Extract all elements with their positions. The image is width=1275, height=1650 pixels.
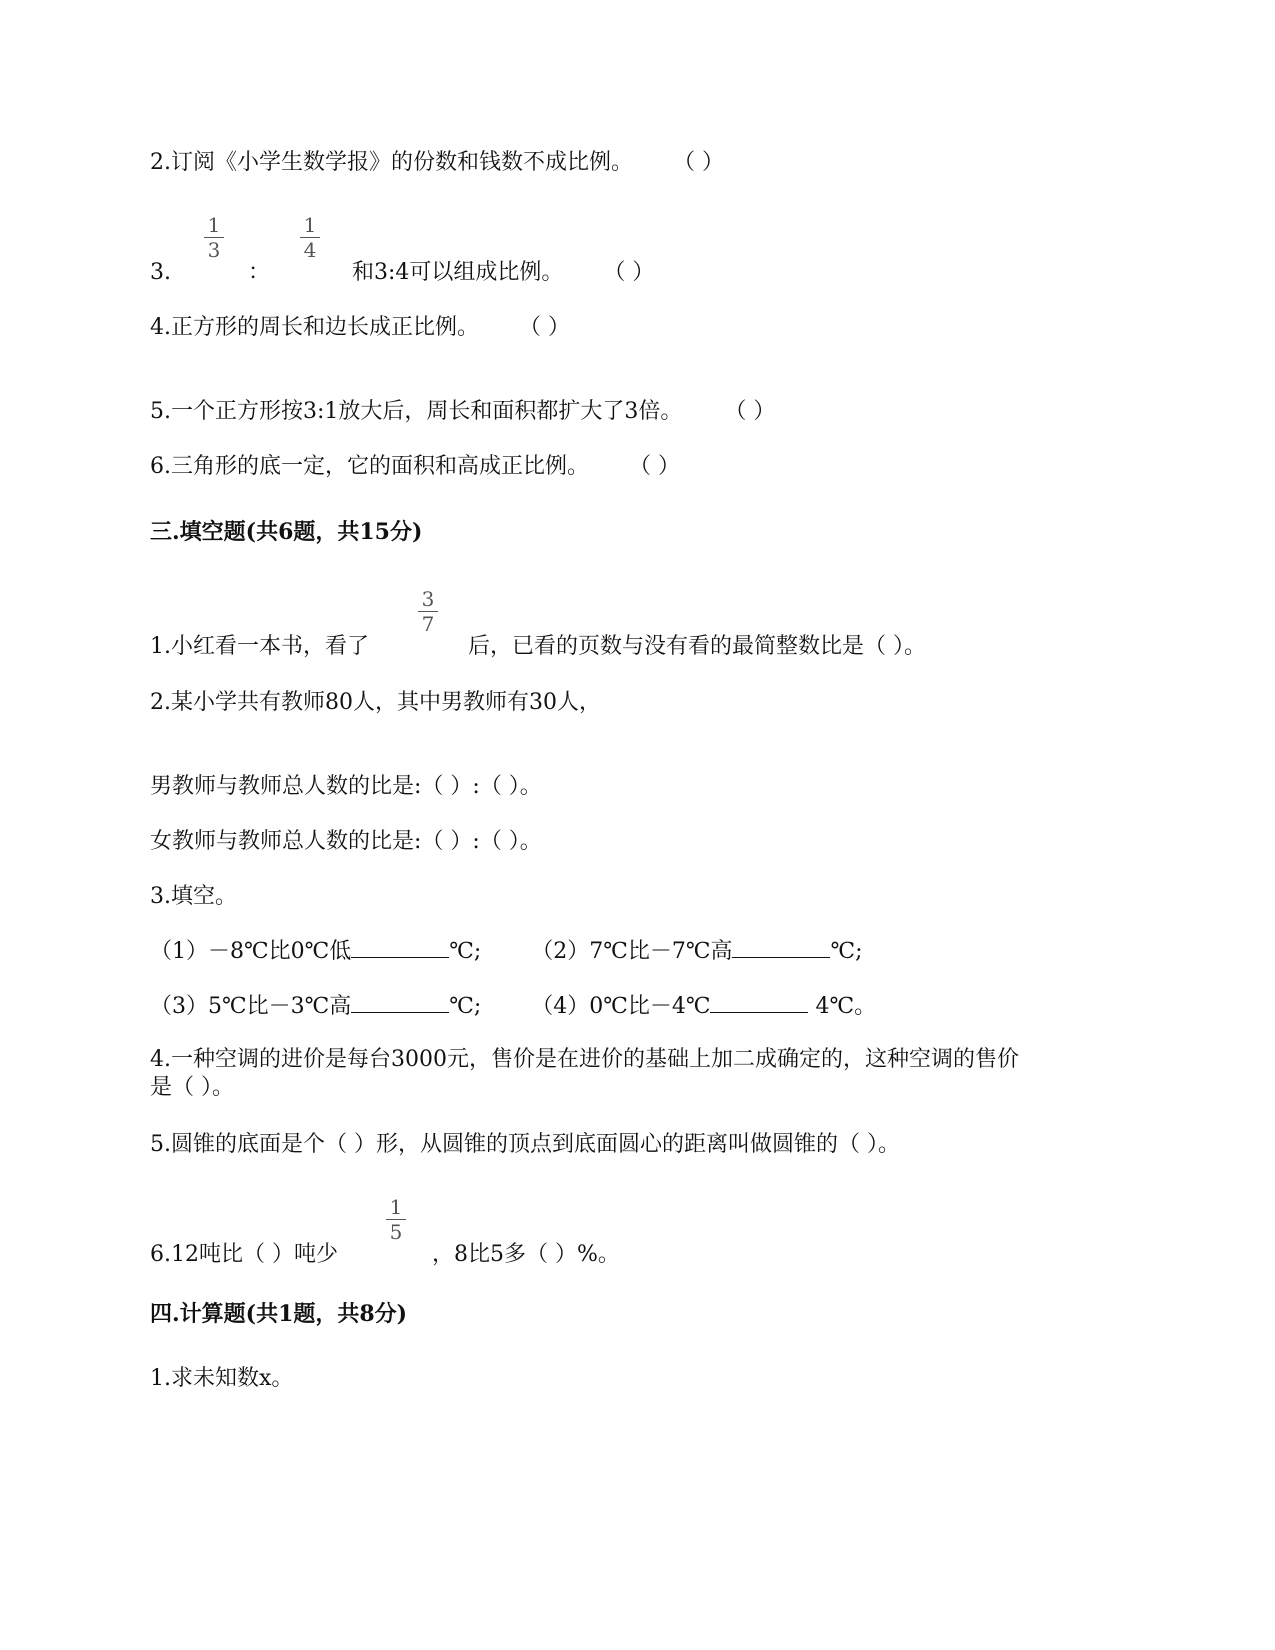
question-text: 5.一个正方形按3:1放大后，周长和面积都扩大了3倍。 — [150, 399, 683, 424]
unit-label: ℃; — [449, 994, 482, 1019]
answer-paren: （ ） — [519, 315, 570, 340]
fraction-denominator: 5 — [389, 1220, 403, 1244]
fraction-denominator: 3 — [207, 238, 221, 262]
fraction-three-sevenths — [416, 588, 440, 635]
answer-paren: （ ） — [629, 454, 680, 479]
fraction-numerator: 3 — [421, 587, 435, 611]
question-text: 和3:4可以组成比例。 — [352, 260, 564, 285]
question-2-3 — [352, 258, 654, 288]
question-4-1: 1.求未知数x。 — [150, 1366, 294, 1391]
question-3-2-female-ratio: 女教师与教师总人数的比是:（ ）:（ ）。 — [150, 829, 542, 854]
question-3-2-male-ratio: 男教师与教师总人数的比是:（ ）:（ ）。 — [150, 774, 542, 799]
question-3-5: 5.圆锥的底面是个（ ）形，从圆锥的顶点到底面圆心的距离叫做圆锥的（ ）。 — [150, 1132, 900, 1157]
unit-label: 4℃。 — [808, 994, 877, 1019]
question-text: 2.订阅《小学生数学报》的份数和钱数不成比例。 — [150, 150, 633, 175]
question-2-4 — [150, 313, 570, 343]
fraction-one-fifth — [384, 1196, 408, 1243]
fraction-one-fourth — [298, 214, 322, 261]
question-3-3-row-2 — [150, 992, 876, 1022]
ratio-colon: ： — [248, 260, 271, 285]
question-text: 6.三角形的底一定，它的面积和高成正比例。 — [150, 454, 589, 479]
question-3-3-row-1 — [150, 937, 863, 967]
answer-blank[interactable] — [710, 992, 808, 1013]
section-4-heading: 四.计算题(共1题，共8分) — [150, 1301, 408, 1327]
answer-blank[interactable] — [351, 937, 449, 958]
sub-question-4: （4）0℃比－4℃ — [531, 994, 711, 1019]
answer-blank[interactable] — [732, 937, 830, 958]
fraction-denominator: 4 — [303, 238, 317, 262]
unit-label: ℃; — [830, 939, 863, 964]
question-2-6 — [150, 452, 680, 482]
answer-paren: （ ） — [673, 150, 724, 175]
answer-blank[interactable] — [351, 992, 449, 1013]
answer-paren: （ ） — [724, 399, 776, 424]
fraction-numerator: 1 — [207, 213, 221, 237]
question-3-4-line-1: 4.一种空调的进价是每台3000元，售价是在进价的基础上加二成确定的，这种空调的售价 — [150, 1047, 1019, 1072]
question-3-6-part-b: ，8比5多（ ）%。 — [432, 1242, 620, 1267]
fraction-one-third — [202, 214, 226, 261]
fraction-denominator: 7 — [421, 612, 435, 636]
question-text: 4.正方形的周长和边长成正比例。 — [150, 315, 479, 340]
fraction-numerator: 1 — [389, 1195, 403, 1219]
question-2-3-number: 3. — [150, 260, 171, 285]
sub-question-2: （2）7℃比－7℃高 — [531, 939, 733, 964]
question-3-1-part-b: 后，已看的页数与没有看的最简整数比是（ ）。 — [468, 634, 926, 659]
unit-label: ℃; — [449, 939, 482, 964]
sub-question-1: （1）－8℃比0℃低 — [150, 939, 352, 964]
section-3-heading: 三.填空题(共6题，共15分) — [150, 519, 423, 545]
question-2-5 — [150, 397, 775, 427]
sub-question-3: （3）5℃比－3℃高 — [150, 994, 352, 1019]
question-3-3: 3.填空。 — [150, 884, 237, 909]
question-3-6-part-a: 6.12吨比（ ）吨少 — [150, 1242, 338, 1267]
question-3-4-line-2: 是（ ）。 — [150, 1075, 234, 1100]
fraction-numerator: 1 — [303, 213, 317, 237]
answer-paren: （ ） — [603, 260, 655, 285]
question-3-1-part-a: 1.小红看一本书，看了 — [150, 634, 369, 659]
question-2-2 — [150, 148, 724, 178]
question-3-2: 2.某小学共有教师80人，其中男教师有30人， — [150, 690, 601, 715]
